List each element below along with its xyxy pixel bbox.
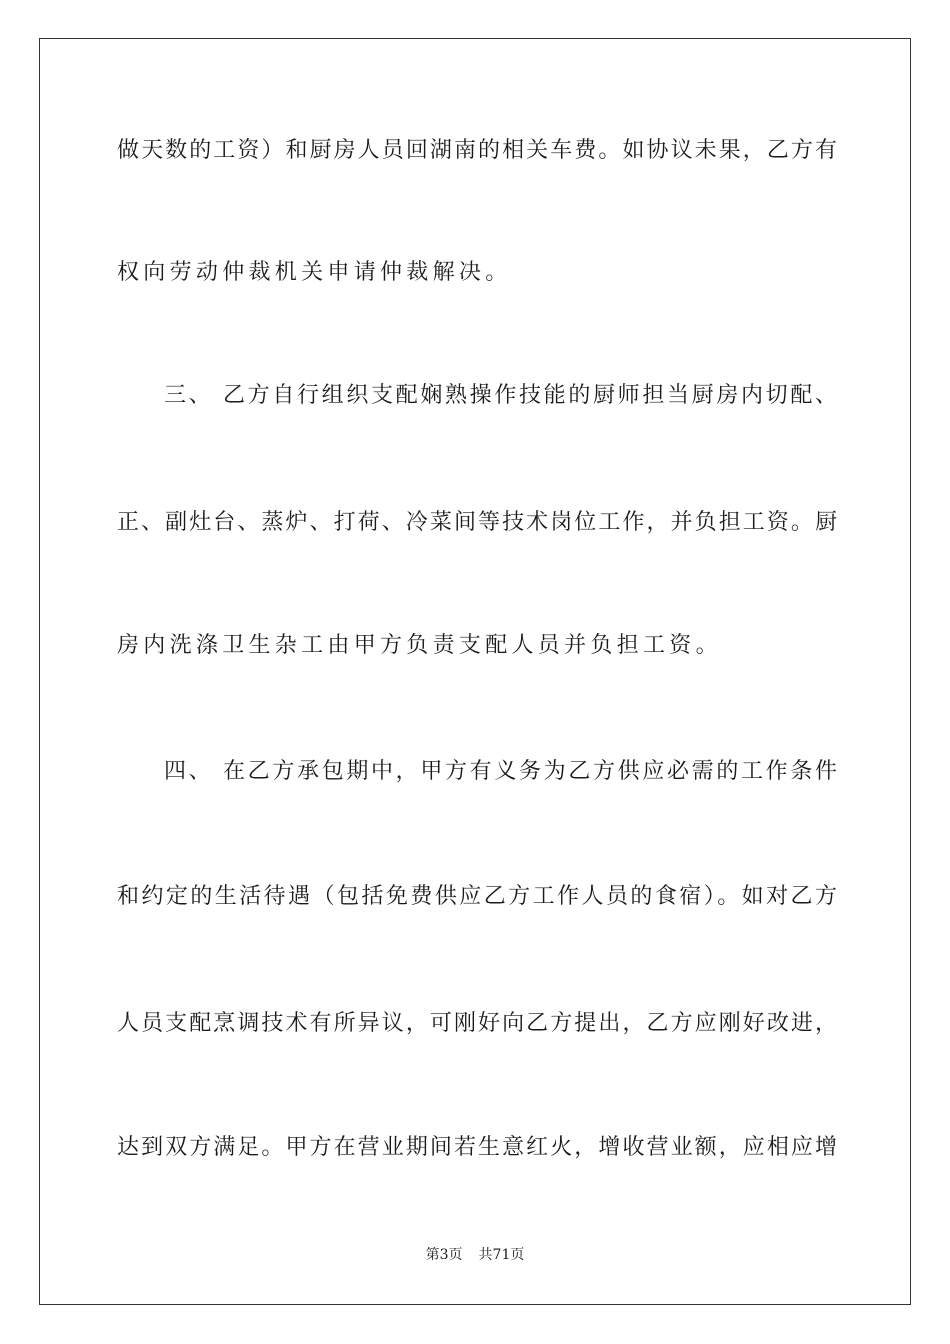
text-line-4: 正、副灶台、蒸炉、打荷、冷菜间等技术岗位工作，并负担工资。厨	[117, 510, 837, 535]
text-line-6: 四、 在乙方承包期中，甲方有义务为乙方供应必需的工作条件	[164, 759, 837, 784]
text-line-2: 权向劳动仲裁机关申请仲裁解决。	[117, 260, 512, 285]
text-line-9: 达到双方满足。甲方在营业期间若生意红火，增收营业额，应相应增	[117, 1135, 837, 1160]
text-line-1: 做天数的工资）和厨房人员回湖南的相关车费。如协议未果，乙方有	[117, 138, 837, 163]
text-line-5: 房内洗涤卫生杂工由甲方负责支配人员并负担工资。	[117, 633, 722, 658]
text-line-8: 人员支配烹调技术有所异议，可刚好向乙方提出，乙方应刚好改进，	[117, 1011, 837, 1036]
page-number-total: 共71页	[478, 1247, 525, 1263]
page-footer	[0, 1245, 950, 1265]
page-number-current: 第3页	[425, 1247, 463, 1263]
text-line-7: 和约定的生活待遇（包括免费供应乙方工作人员的食宿）。如对乙方	[117, 884, 837, 909]
text-line-3: 三、 乙方自行组织支配娴熟操作技能的厨师担当厨房内切配、	[164, 383, 837, 408]
page-border	[39, 38, 911, 1305]
